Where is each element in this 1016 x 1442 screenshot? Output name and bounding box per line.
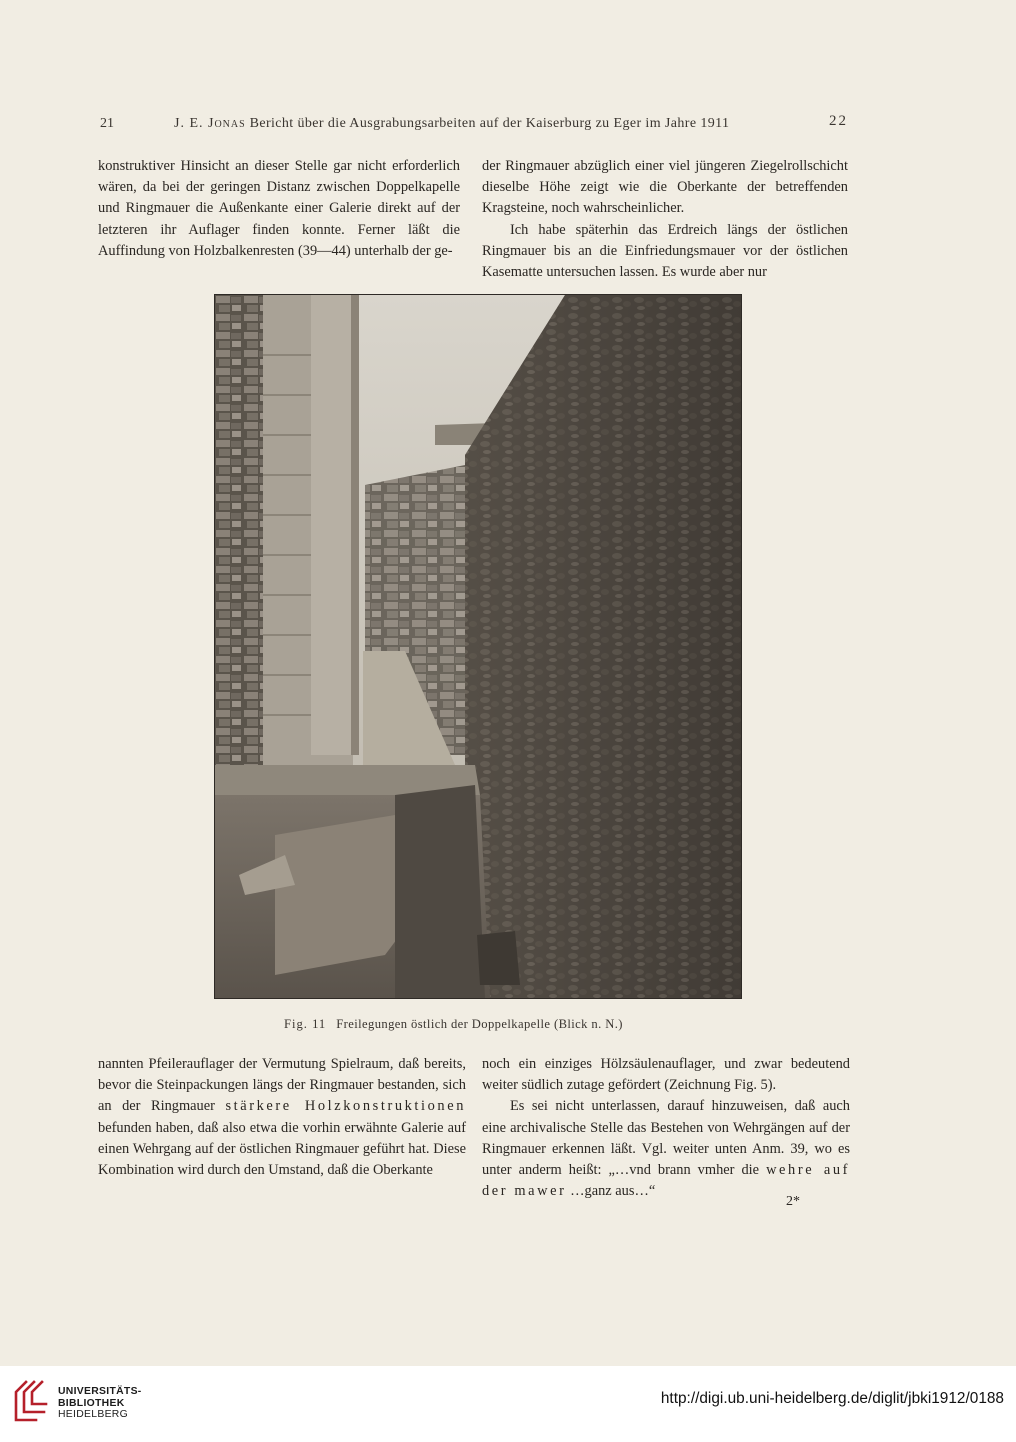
library-logo-text: [58, 1386, 142, 1421]
library-logo-icon: [12, 1378, 50, 1424]
paragraph-text: befunden haben, daß also etwa die vorhin erwähnte Galerie auf einen Wehrgang auf der östlichen Ringmauer geführt hat. Diese Kombination wird durch den Umstand, daß die Oberkante: [98, 1119, 466, 1179]
signature-mark: 2*: [786, 1194, 800, 1209]
figure-caption-text: Freilegungen östlich der Doppelkapelle (Blick n. N.): [336, 1017, 623, 1031]
emphasized-text: wehre auf der mawer: [482, 1162, 851, 1200]
paragraph: noch ein einziges Hölzsäulenauflager, und zwar bedeutend weiter südlich zutage gefördert (Zeichnung Fig. 5).: [482, 1056, 850, 1094]
page-number-left: 21: [100, 116, 114, 131]
logo-line: BIBLIOTHEK: [58, 1397, 125, 1409]
paragraph-text: …ganz aus…“: [566, 1183, 656, 1200]
running-head: [96, 113, 848, 136]
paragraph-text: nannten Pfeilerauflager der Vermutung Spielraum, daß bereits, bevor die Steinpackungen längs der Ringmauer bestanden, sich an der Ringmauer: [98, 1056, 466, 1115]
text-column-top-left: [98, 156, 460, 262]
figure-number: Fig. 11: [284, 1017, 327, 1031]
figure-photograph: [214, 294, 742, 999]
paragraph: konstruktiver Hinsicht an dieser Stelle gar nicht erforderlich wären, da bei der geringen Distanz zwischen Doppelkapelle und Ringmauer die Außenkante einer Galerie direkt auf der letzteren ihr Auflager finden konnte. Ferner läßt die Auffindung von Holzbalkenresten (39—44) unterhalb der ge-: [98, 158, 460, 259]
text-column-top-right: [482, 156, 848, 283]
running-head-author: J. E. Jonas: [174, 116, 246, 131]
running-head-title: Bericht über die Ausgrabungsarbeiten auf der Kaiserburg zu Eger im Jahre 1911: [249, 116, 730, 131]
emphasized-text: stärkere Holzkonstruktionen: [225, 1098, 466, 1115]
paragraph: [482, 1096, 850, 1202]
paragraph: der Ringmauer abzüglich einer viel jüngeren Ziegelrollschicht dieselbe Höhe zeigt wie die Oberkante der betreffenden Kragsteine, noch wahrscheinlicher.: [482, 158, 848, 217]
figure-caption: [284, 1017, 684, 1032]
logo-line: UNIVERSITÄTS-: [58, 1386, 142, 1397]
footer-bar: [0, 1366, 1016, 1442]
text-column-bottom-left: [98, 1054, 466, 1181]
paragraph: [98, 1054, 466, 1181]
running-title: [174, 116, 729, 132]
paragraph: Ich habe späterhin das Erdreich längs der östlichen Ringmauer bis an die Einfriedungsmauer vor der östlichen Kasematte untersuchen lassen. Es wurde aber nur: [482, 221, 848, 281]
text-column-bottom-right: [482, 1054, 850, 1202]
photograph-wall-excavation: [215, 295, 741, 998]
page-number-right: 22: [829, 113, 848, 129]
logo-line: HEIDELBERG: [58, 1409, 128, 1421]
permalink-url[interactable]: http://digi.ub.uni-heidelberg.de/diglit/jbki1912/0188: [660, 1390, 1004, 1407]
paragraph-text: Es sei nicht unterlassen, darauf hinzuweisen, daß auch eine archivalische Stelle das Bestehen von Wehrgängen auf der Ringmauer erkennen läßt. Vgl. weiter unten Anm. 39, wo es unter anderm heißt: „…vnd brann vmher die: [482, 1098, 850, 1179]
